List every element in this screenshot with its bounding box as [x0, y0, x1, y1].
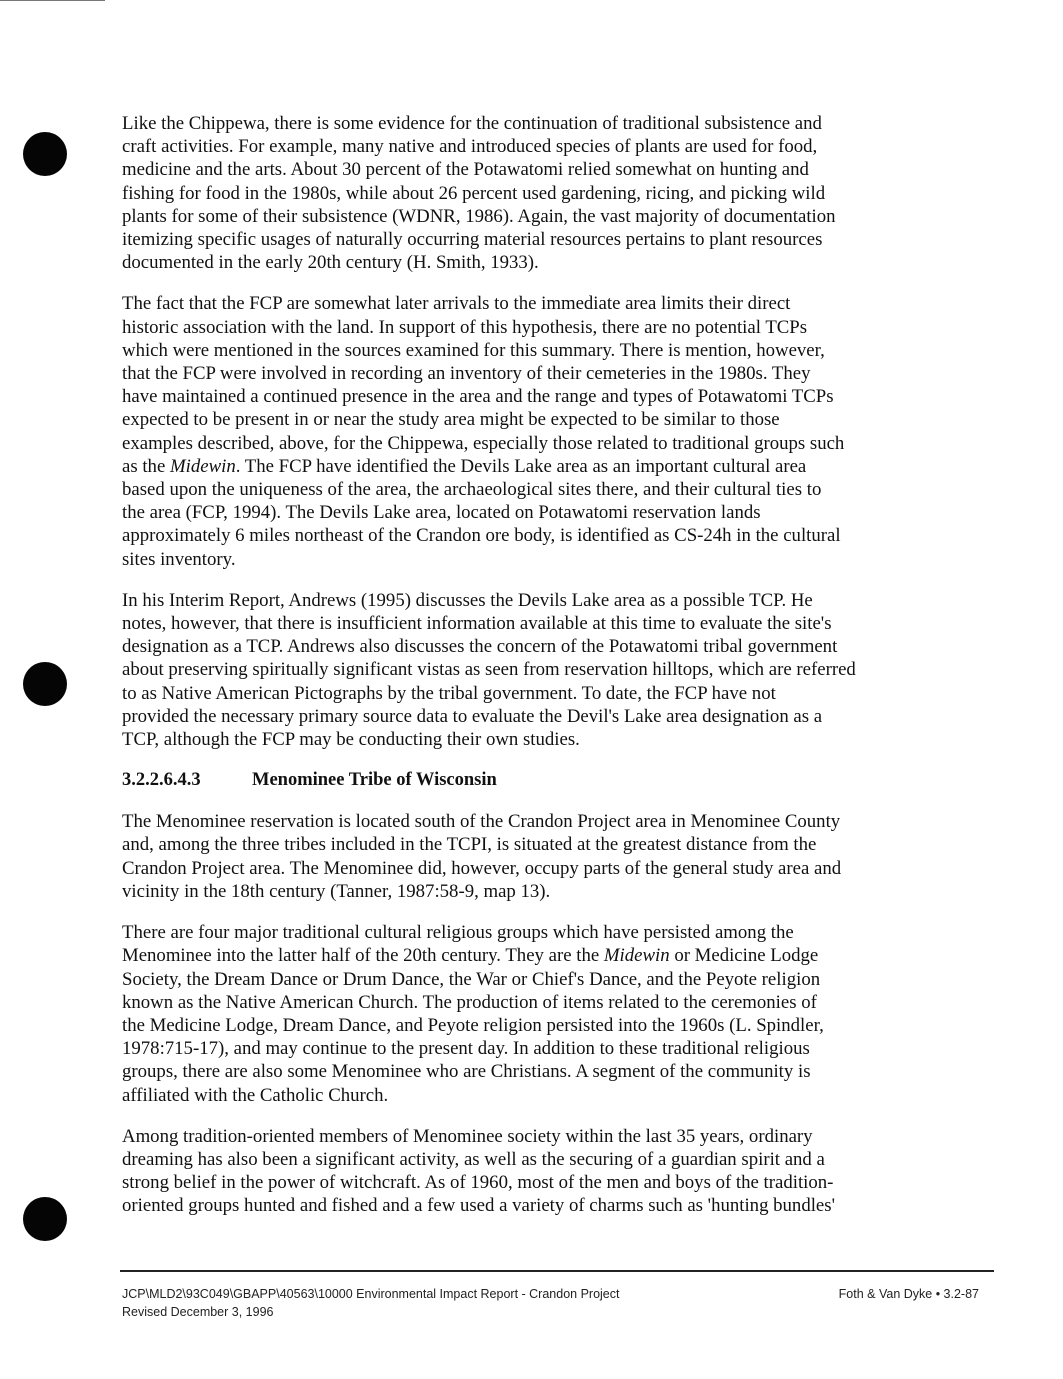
paragraph-religious-groups	[122, 921, 964, 1107]
text-line: the Medicine Lodge, Dream Dance, and Peyote religion persisted into the 1960s (L. Spindler,	[122, 1014, 824, 1036]
text-line: historic association with the land. In support of this hypothesis, there are no potential TCPs	[122, 316, 808, 338]
text-line: craft activities. For example, many native and introduced species of plants are used for food,	[122, 136, 818, 158]
text-line: plants for some of their subsistence (WDNR, 1986). Again, the vast majority of documentation	[122, 205, 836, 227]
document-body	[122, 112, 964, 1236]
text-line: notes, however, that there is insufficient information available at this time to evaluate the site's	[122, 613, 832, 635]
text-line: oriented groups hunted and fished and a few used a variety of charms such as 'hunting bundles'	[122, 1195, 835, 1217]
footer-revised-date: Revised December 3, 1996	[122, 1305, 274, 1319]
text-line: Menominee into the latter half of the 20th century. They are the Midewin or Medicine Lodge	[122, 945, 819, 967]
section-heading	[122, 769, 964, 792]
text-line: documented in the early 20th century (H. Smith, 1933).	[122, 252, 539, 274]
text-line: strong belief in the power of witchcraft. As of 1960, most of the men and boys of the tradition-	[122, 1172, 834, 1194]
paragraph-fcp-arrivals	[122, 292, 964, 570]
paragraph-menominee-reservation	[122, 810, 964, 903]
text-line: Like the Chippewa, there is some evidence for the continuation of traditional subsistence and	[122, 113, 822, 134]
text-line: as the Midewin. The FCP have identified the Devils Lake area as an important cultural area	[122, 455, 807, 477]
text-line: known as the Native American Church. The production of items related to the ceremonies of	[122, 991, 817, 1013]
footer-document-info	[122, 1285, 620, 1321]
section-number: 3.2.2.6.4.3	[122, 770, 201, 791]
text-line: Crandon Project area. The Menominee did, however, occupy parts of the general study area and	[122, 857, 842, 879]
binder-hole-middle	[23, 662, 67, 706]
text-line: that the FCP were involved in recording an inventory of their cemeteries in the 1980s. They	[122, 363, 811, 385]
text-line: fishing for food in the 1980s, while about 26 percent used gardening, ricing, and picking wild	[122, 182, 826, 204]
text-line: approximately 6 miles northeast of the Crandon ore body, is identified as CS-24h in the cultural	[122, 525, 841, 547]
text-line: vicinity in the 18th century (Tanner, 1987:58-9, map 13).	[122, 880, 551, 902]
italic-term: Midewin	[169, 455, 236, 477]
binder-hole-top	[23, 132, 67, 176]
italic-term: Midewin	[603, 945, 670, 967]
text-line: based upon the uniqueness of the area, the archaeological sites there, and their cultural ties to	[122, 479, 822, 501]
text-line: Among tradition-oriented members of Menominee society within the last 35 years, ordinary	[122, 1125, 813, 1147]
text-line: about preserving spiritually significant vistas as seen from reservation hilltops, which are referred	[122, 659, 856, 681]
text-line: to as Native American Pictographs by the tribal government. To date, the FCP have not	[122, 682, 776, 704]
text-line: examples described, above, for the Chippewa, especially those related to traditional groups such	[122, 432, 845, 454]
footer-divider	[120, 1270, 994, 1272]
footer-page-number: Foth & Van Dyke • 3.2-87	[838, 1287, 979, 1301]
text-line: which were mentioned in the sources examined for this summary. There is mention, however,	[122, 339, 825, 361]
paragraph-subsistence	[122, 112, 964, 274]
text-line: sites inventory.	[122, 548, 236, 570]
text-line: The Menominee reservation is located south of the Crandon Project area in Menominee County	[122, 811, 841, 833]
text-line: dreaming has also been a significant activity, as well as the securing of a guardian spirit and a	[122, 1148, 825, 1170]
top-scan-rule	[0, 0, 105, 1]
text-line: 1978:715-17), and may continue to the present day. In addition to these traditional religious	[122, 1038, 810, 1060]
section-title: Menominee Tribe of Wisconsin	[252, 770, 497, 791]
text-line: There are four major traditional cultural religious groups which have persisted among the	[122, 922, 794, 944]
text-line: medicine and the arts. About 30 percent of the Potawatomi relied somewhat on hunting and	[122, 159, 809, 181]
text-line: and, among the three tribes included in the TCPI, is situated at the greatest distance from the	[122, 834, 817, 856]
text-line: TCP, although the FCP may be conducting their own studies.	[122, 729, 580, 751]
text-line: In his Interim Report, Andrews (1995) discusses the Devils Lake area as a possible TCP. He	[122, 589, 813, 611]
footer-path: JCP\MLD2\93C049\GBAPP\40563\10000 Environmental Impact Report - Crandon Project	[122, 1287, 620, 1301]
text-line: expected to be present in or near the study area might be expected to be similar to those	[122, 409, 780, 431]
text-line: the area (FCP, 1994). The Devils Lake area, located on Potawatomi reservation lands	[122, 502, 761, 524]
text-line: groups, there are also some Menominee who are Christians. A segment of the community is	[122, 1061, 811, 1083]
text-line: affiliated with the Catholic Church.	[122, 1084, 389, 1106]
paragraph-tradition-oriented	[122, 1125, 964, 1218]
paragraph-interim-report	[122, 589, 964, 751]
text-line: have maintained a continued presence in the area and the range and types of Potawatomi TCPs	[122, 386, 834, 408]
text-line: provided the necessary primary source data to evaluate the Devil's Lake area designation as a	[122, 705, 823, 727]
text-line: The fact that the FCP are somewhat later arrivals to the immediate area limits their direct	[122, 293, 791, 315]
text-line: designation as a TCP. Andrews also discusses the concern of the Potawatomi tribal government	[122, 636, 838, 658]
binder-hole-bottom	[23, 1197, 67, 1241]
text-line: Society, the Dream Dance or Drum Dance, the War or Chief's Dance, and the Peyote religion	[122, 968, 821, 990]
text-line: itemizing specific usages of naturally occurring material resources pertains to plant resources	[122, 229, 823, 251]
